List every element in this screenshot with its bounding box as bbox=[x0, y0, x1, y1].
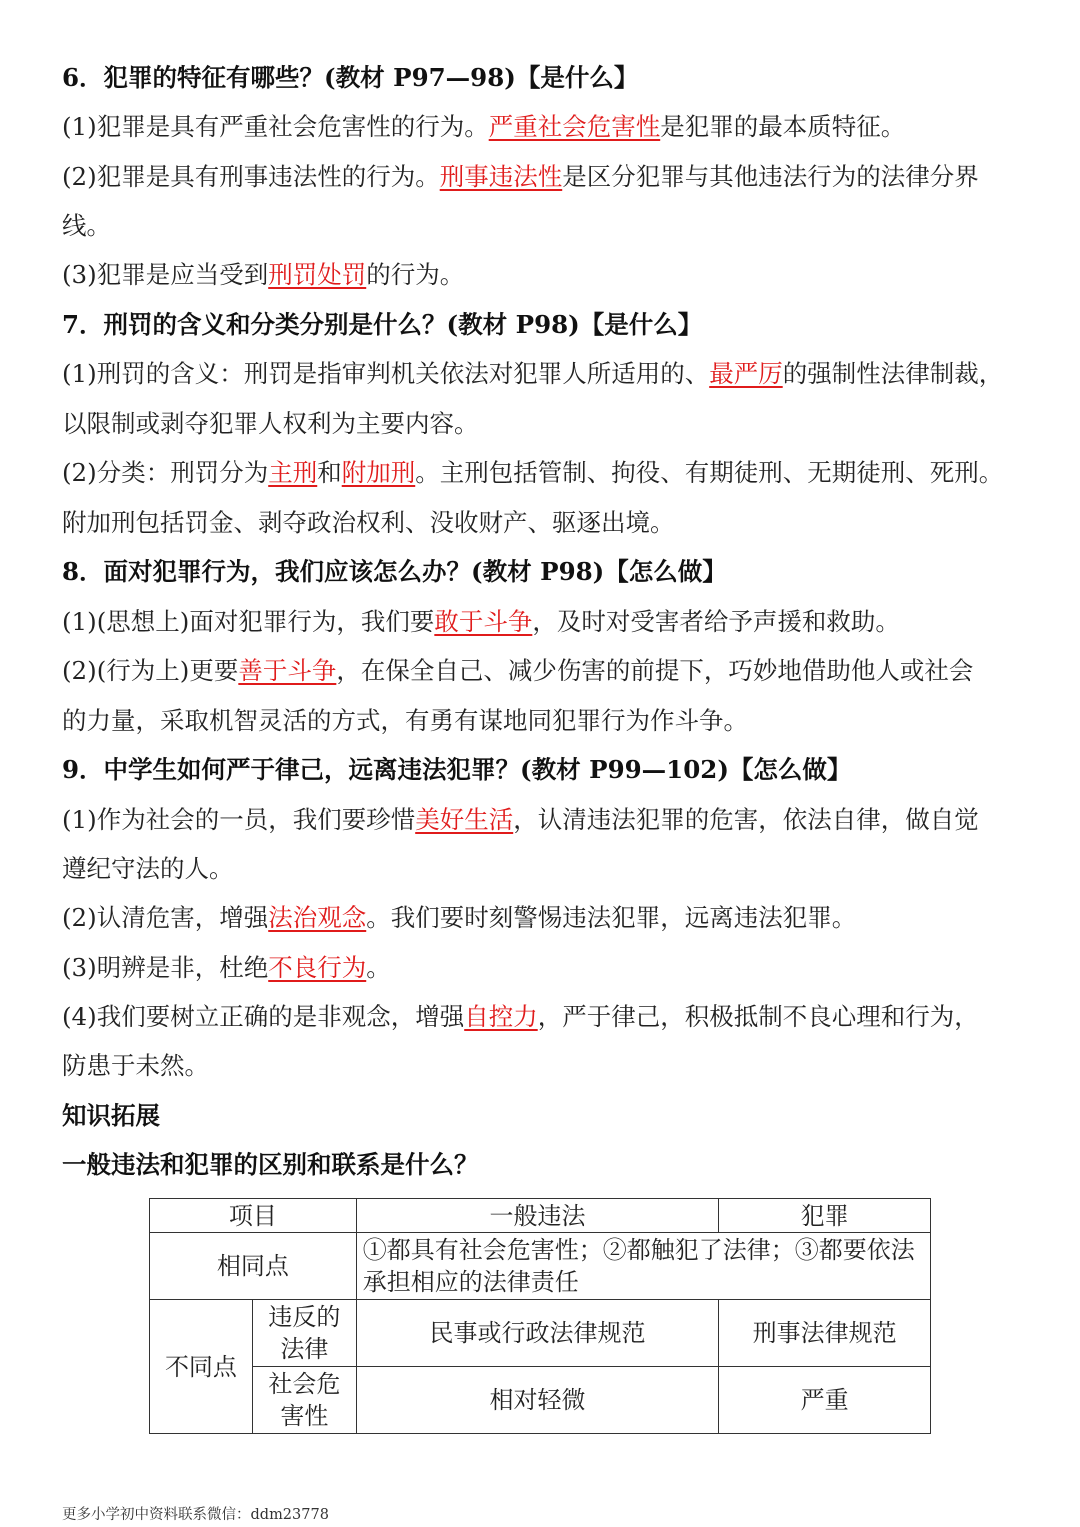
keyword: 敢于斗争 bbox=[434, 607, 533, 636]
table-row-same bbox=[150, 1233, 931, 1300]
keyword: 附加刑 bbox=[341, 458, 416, 487]
text: 的强制性法律制裁， bbox=[782, 359, 1004, 388]
section-9-point-1-cont: 遵纪守法的人。 bbox=[62, 854, 234, 883]
text: 。主刑包括管制、拘役、有期徒刑、无期徒刑、死刑。 bbox=[415, 458, 1004, 487]
text: (4)我们要树立正确的是非观念，增强 bbox=[62, 1002, 465, 1031]
section-9-point-1 bbox=[62, 805, 979, 835]
text: 。 bbox=[366, 953, 391, 982]
section-6-point-1 bbox=[62, 112, 905, 142]
section-8-title: 8．面对犯罪行为，我们应该怎么办？(教材 P98)【怎么做】 bbox=[62, 557, 727, 586]
text: (1)犯罪是具有严重社会危害性的行为。 bbox=[62, 112, 489, 141]
text: ，严于律己，积极抵制不良心理和行为， bbox=[537, 1002, 979, 1031]
section-7-point-1-cont: 以限制或剥夺犯罪人权利为主要内容。 bbox=[62, 409, 479, 438]
section-6-point-2-cont: 线。 bbox=[62, 211, 111, 240]
extension-heading: 知识拓展 bbox=[62, 1101, 160, 1130]
text: (1)作为社会的一员，我们要珍惜 bbox=[62, 805, 416, 834]
row-label-harm: 社会危害性 bbox=[252, 1367, 356, 1434]
header-item: 项目 bbox=[150, 1199, 357, 1233]
text: 是犯罪的最本质特征。 bbox=[660, 112, 906, 141]
text: (3)犯罪是应当受到 bbox=[62, 260, 269, 289]
keyword: 善于斗争 bbox=[238, 656, 337, 685]
row-label-law: 违反的法律 bbox=[252, 1300, 356, 1367]
text: (2)犯罪是具有刑事违法性的行为。 bbox=[62, 162, 440, 191]
section-9-point-4-cont: 防患于未然。 bbox=[62, 1051, 209, 1080]
header-crime: 犯罪 bbox=[719, 1199, 931, 1233]
cell-crime-law: 刑事法律规范 bbox=[719, 1300, 931, 1367]
section-7-point-2-cont: 附加刑包括罚金、剥夺政治权利、没收财产、驱逐出境。 bbox=[62, 508, 675, 537]
cell-general-harm: 相对轻微 bbox=[356, 1367, 718, 1434]
comparison-table bbox=[149, 1198, 931, 1434]
text: (2)(行为上)更要 bbox=[62, 656, 239, 685]
section-7-point-1 bbox=[62, 359, 1003, 389]
text: (2)认清危害，增强 bbox=[62, 903, 269, 932]
section-9-point-2 bbox=[62, 903, 856, 933]
section-9-point-3 bbox=[62, 953, 391, 983]
keyword: 不良行为 bbox=[268, 953, 367, 982]
text: 的行为。 bbox=[366, 260, 465, 289]
section-7-point-2 bbox=[62, 458, 1003, 488]
text: 。我们要时刻警惕违法犯罪，远离违法犯罪。 bbox=[366, 903, 857, 932]
text: 是区分犯罪与其他违法行为的法律分界 bbox=[562, 162, 979, 191]
section-9-title: 9．中学生如何严于律己，远离违法犯罪？(教材 P99—102)【怎么做】 bbox=[62, 755, 852, 784]
section-8-point-1 bbox=[62, 607, 900, 637]
table-row-harm bbox=[150, 1367, 931, 1434]
section-8-point-2-cont: 的力量，采取机智灵活的方式，有勇有谋地同犯罪行为作斗争。 bbox=[62, 706, 748, 735]
keyword: 刑事违法性 bbox=[439, 162, 563, 191]
text: (1)刑罚的含义：刑罚是指审判机关依法对犯罪人所适用的、 bbox=[62, 359, 710, 388]
section-6-title: 6．犯罪的特征有哪些？(教材 P97—98)【是什么】 bbox=[62, 63, 639, 92]
keyword: 主刑 bbox=[268, 458, 318, 487]
text: (2)分类：刑罚分为 bbox=[62, 458, 269, 487]
diff-label: 不同点 bbox=[150, 1300, 253, 1434]
extension-question: 一般违法和犯罪的区别和联系是什么？ bbox=[62, 1150, 479, 1179]
section-9-point-4 bbox=[62, 1002, 979, 1032]
table-header-row bbox=[150, 1199, 931, 1233]
keyword: 严重社会危害性 bbox=[488, 112, 661, 141]
text: (1)(思想上)面对犯罪行为，我们要 bbox=[62, 607, 435, 636]
table-row-law bbox=[150, 1300, 931, 1367]
keyword: 法治观念 bbox=[268, 903, 367, 932]
keyword: 美好生活 bbox=[415, 805, 514, 834]
text: (3)明辨是非，杜绝 bbox=[62, 953, 269, 982]
section-8-point-2 bbox=[62, 656, 973, 686]
header-general: 一般违法 bbox=[356, 1199, 718, 1233]
keyword: 刑罚处罚 bbox=[268, 260, 367, 289]
section-6-point-2 bbox=[62, 162, 979, 192]
keyword: 自控力 bbox=[464, 1002, 538, 1031]
cell-general-law: 民事或行政法律规范 bbox=[356, 1300, 718, 1367]
text: ，在保全自己、减少伤害的前提下，巧妙地借助他人或社会 bbox=[336, 656, 974, 685]
keyword: 最严厉 bbox=[709, 359, 783, 388]
cell-crime-harm: 严重 bbox=[719, 1367, 931, 1434]
text: 和 bbox=[317, 458, 342, 487]
text: ，认清违法犯罪的危害，依法自律，做自觉 bbox=[513, 805, 979, 834]
section-6-point-3 bbox=[62, 260, 464, 290]
footer-contact: 更多小学初中资料联系微信：ddm23778 bbox=[62, 1507, 329, 1523]
same-text: ①都具有社会危害性；②都触犯了法律；③都要依法承担相应的法律责任 bbox=[356, 1233, 930, 1300]
same-label: 相同点 bbox=[150, 1233, 357, 1300]
section-7-title: 7．刑罚的含义和分类分别是什么？(教材 P98)【是什么】 bbox=[62, 310, 703, 339]
text: ，及时对受害者给予声援和救助。 bbox=[532, 607, 900, 636]
